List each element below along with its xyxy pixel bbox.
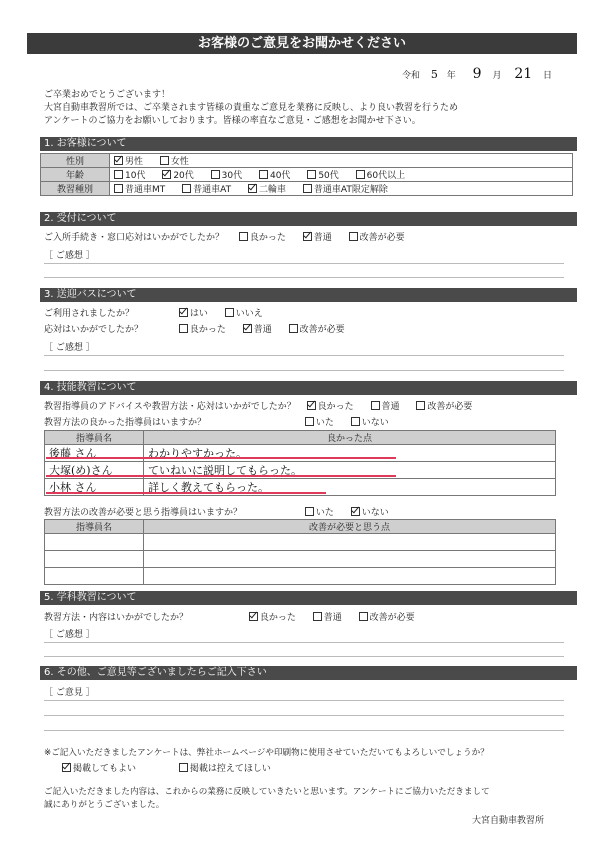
option-male[interactable]: 男性: [114, 154, 143, 167]
checkbox-checked[interactable]: [162, 170, 171, 179]
option-decline[interactable]: 掲載は控えてほしい: [179, 761, 271, 774]
good-point[interactable]: ていねいに説明してもらった。: [144, 462, 556, 479]
gender-label: 性別: [41, 154, 110, 168]
improve-instructor-table: [44, 519, 556, 585]
option-no[interactable]: いいえ: [225, 306, 263, 319]
option-needs-improvement[interactable]: 改善が必要: [289, 322, 345, 335]
intro-line-1: ご卒業おめでとうございます！: [44, 90, 171, 100]
instructor-name[interactable]: [45, 534, 144, 551]
section-6-header: 6. その他、ご意見等ございましたらご記入下さい: [40, 666, 577, 680]
comment-line[interactable]: [44, 277, 564, 278]
option-yes[interactable]: いた: [305, 415, 334, 428]
page-title: お客様のご意見をお聞かせください: [27, 33, 577, 54]
option-20s[interactable]: 20代: [162, 168, 193, 181]
option-mt[interactable]: 普通車MT: [114, 182, 165, 195]
age-label: 年齢: [41, 168, 110, 182]
section-1-header: 1. お客様について: [40, 137, 577, 151]
instructor-name-header: 指導員名: [45, 520, 144, 534]
date-field: [402, 66, 552, 82]
date-year-unit: 年: [446, 71, 456, 81]
option-female[interactable]: 女性: [160, 154, 189, 167]
option-40s[interactable]: 40代: [259, 168, 290, 181]
checkbox-checked[interactable]: [248, 184, 257, 193]
classroom-comment-label: ［ ご感想 ］: [44, 630, 95, 640]
checkbox-checked[interactable]: [307, 401, 316, 410]
instructor-name[interactable]: [45, 551, 144, 568]
good-point[interactable]: わかりやすかった。: [144, 445, 556, 462]
comment-line[interactable]: [44, 642, 564, 643]
checkbox-checked[interactable]: [114, 156, 123, 165]
option-normal[interactable]: 普通: [303, 230, 332, 243]
date-year: 5: [430, 68, 438, 81]
option-good[interactable]: 良かった: [179, 322, 226, 335]
option-yes[interactable]: はい: [179, 306, 208, 319]
date-month-unit: 月: [492, 71, 502, 81]
gender-options: [110, 154, 573, 168]
closing-line-1: ご記入いただきました内容は、これからの業務に反映していきたいと思います。アンケートにご協力いただきまして: [44, 787, 490, 797]
checkbox[interactable]: [114, 184, 123, 193]
bus-comment-label: ［ ご感想 ］: [44, 343, 95, 353]
checkbox[interactable]: [303, 184, 312, 193]
course-type-label: 教習種別: [41, 182, 110, 196]
option-good[interactable]: 良かった: [307, 399, 354, 412]
option-no[interactable]: いない: [351, 415, 389, 428]
bus-service-question: 応対はいかがでしたか？: [44, 325, 144, 335]
section-3-header: 3. 送迎バスについて: [40, 288, 577, 302]
option-30s[interactable]: 30代: [211, 168, 242, 181]
improve-instructor-question: 教習方法の改善が必要と思う指導員はいますか？: [44, 508, 243, 518]
checkbox[interactable]: [160, 156, 169, 165]
checkbox-checked[interactable]: [303, 232, 312, 241]
checkbox[interactable]: [307, 170, 316, 179]
classroom-question: 教習方法・内容はいかがでしたか？: [44, 613, 189, 623]
improve-point[interactable]: [144, 568, 556, 585]
date-day: 21: [514, 66, 533, 82]
intro-line-3: アンケートのご協力をお願いしております。皆様の率直なご意見・ご感想をお聞かせ下さい。: [44, 116, 421, 126]
checkbox[interactable]: [359, 612, 368, 621]
checkbox[interactable]: [305, 417, 314, 426]
checkbox[interactable]: [356, 170, 365, 179]
improve-instructor-row: [44, 505, 403, 518]
checkbox[interactable]: [289, 324, 298, 333]
course-type-options: [110, 182, 573, 196]
checkbox[interactable]: [114, 170, 123, 179]
reception-comment-label: ［ ご感想 ］: [44, 251, 95, 261]
checkbox[interactable]: [239, 232, 248, 241]
date-month: 9: [472, 66, 482, 82]
option-good[interactable]: 良かった: [249, 610, 296, 623]
checkbox[interactable]: [179, 324, 188, 333]
checkbox[interactable]: [351, 417, 360, 426]
option-normal[interactable]: 普通: [243, 322, 272, 335]
instructor-name[interactable]: 後藤 さん: [45, 445, 144, 462]
driving-advice-question: 教習指導員のアドバイスや教習方法・応対はいかがでしたか？: [44, 402, 296, 412]
good-instructor-table: [44, 430, 556, 496]
checkbox-checked[interactable]: [243, 324, 252, 333]
checkbox[interactable]: [313, 612, 322, 621]
checkbox-checked[interactable]: [249, 612, 258, 621]
classroom-row: [44, 610, 429, 623]
checkbox-checked[interactable]: [179, 308, 188, 317]
signature: 大宮自動車教習所: [472, 816, 545, 826]
checkbox[interactable]: [259, 170, 268, 179]
good-instructor-question: 教習方法の良かった指導員はいますか？: [44, 418, 207, 428]
checkbox[interactable]: [371, 401, 380, 410]
option-normal[interactable]: 普通: [313, 610, 342, 623]
checkbox[interactable]: [179, 763, 188, 772]
comment-line[interactable]: [44, 370, 564, 371]
consent-question: ※ご記入いただきましたアンケートは、弊社ホームページや印刷物に使用させていただいてもよろしいでしょうか？: [44, 748, 489, 758]
good-point-header: 良かった点: [144, 431, 556, 445]
comment-line[interactable]: [44, 263, 564, 264]
checkbox[interactable]: [225, 308, 234, 317]
option-at[interactable]: 普通車AT: [182, 182, 231, 195]
instructor-name[interactable]: 小林 さん: [45, 479, 144, 496]
option-needs-improvement[interactable]: 改善が必要: [359, 610, 415, 623]
checkbox[interactable]: [211, 170, 220, 179]
age-options: [110, 168, 573, 182]
checkbox[interactable]: [416, 401, 425, 410]
option-yes[interactable]: いた: [305, 505, 334, 518]
improve-point-header: 改善が必要と思う点: [144, 520, 556, 534]
bus-usage-question: ご利用されましたか？: [44, 309, 135, 319]
bus-usage-row: [44, 306, 277, 319]
good-instructor-row: [44, 415, 403, 428]
reception-question-row: [44, 230, 419, 243]
intro-line-2: 大宮自動車教習所では、ご卒業されます皆様の貴重なご意見を業務に反映し、より良い教習を行うため: [44, 103, 459, 113]
reception-question: ご入所手続き・窓口応対はいかがでしたか？: [44, 233, 225, 243]
highlight-underline: [46, 457, 396, 459]
comment-line[interactable]: [44, 355, 564, 356]
checkbox[interactable]: [182, 184, 191, 193]
option-60s-plus[interactable]: 60代以上: [356, 168, 405, 181]
highlight-underline: [46, 492, 326, 494]
option-needs-improvement[interactable]: 改善が必要: [416, 399, 472, 412]
good-point[interactable]: 詳しく教えてもらった。: [144, 479, 556, 496]
highlight-underline: [46, 475, 396, 477]
instructor-name[interactable]: 大塚(め)さん: [45, 462, 144, 479]
improve-point[interactable]: [144, 534, 556, 551]
instructor-name[interactable]: [45, 568, 144, 585]
option-no[interactable]: いない: [351, 505, 389, 518]
comment-line[interactable]: [44, 715, 564, 716]
customer-info-table: [40, 153, 573, 196]
bus-service-row: [44, 322, 359, 335]
checkbox-checked[interactable]: [351, 507, 360, 516]
option-good[interactable]: 良かった: [239, 230, 286, 243]
option-50s[interactable]: 50代: [307, 168, 338, 181]
option-10s[interactable]: 10代: [114, 168, 145, 181]
closing-line-2: 誠にありがとうございました。: [44, 800, 165, 810]
checkbox[interactable]: [349, 232, 358, 241]
option-allow[interactable]: 掲載してもよい: [62, 761, 136, 774]
consent-options: [62, 761, 285, 774]
comment-line[interactable]: [44, 656, 564, 657]
option-at-unlock[interactable]: 普通車AT限定解除: [303, 182, 388, 195]
date-day-unit: 日: [543, 71, 553, 81]
checkbox-checked[interactable]: [62, 763, 71, 772]
option-needs-improvement[interactable]: 改善が必要: [349, 230, 405, 243]
comment-line[interactable]: [44, 700, 564, 701]
section-4-header: 4. 技能教習について: [40, 381, 577, 395]
section-2-header: 2. 受付について: [40, 212, 577, 226]
option-motorcycle[interactable]: 二輪車: [248, 182, 286, 195]
section-5-header: 5. 学科教習について: [40, 591, 577, 605]
instructor-name-header: 指導員名: [45, 431, 144, 445]
driving-advice-row: [44, 399, 486, 412]
date-era: 令和: [402, 71, 421, 81]
comment-line[interactable]: [44, 730, 564, 731]
other-comment-label: ［ ご意見 ］: [44, 688, 95, 698]
improve-point[interactable]: [144, 551, 556, 568]
option-normal[interactable]: 普通: [371, 399, 400, 412]
checkbox[interactable]: [305, 507, 314, 516]
